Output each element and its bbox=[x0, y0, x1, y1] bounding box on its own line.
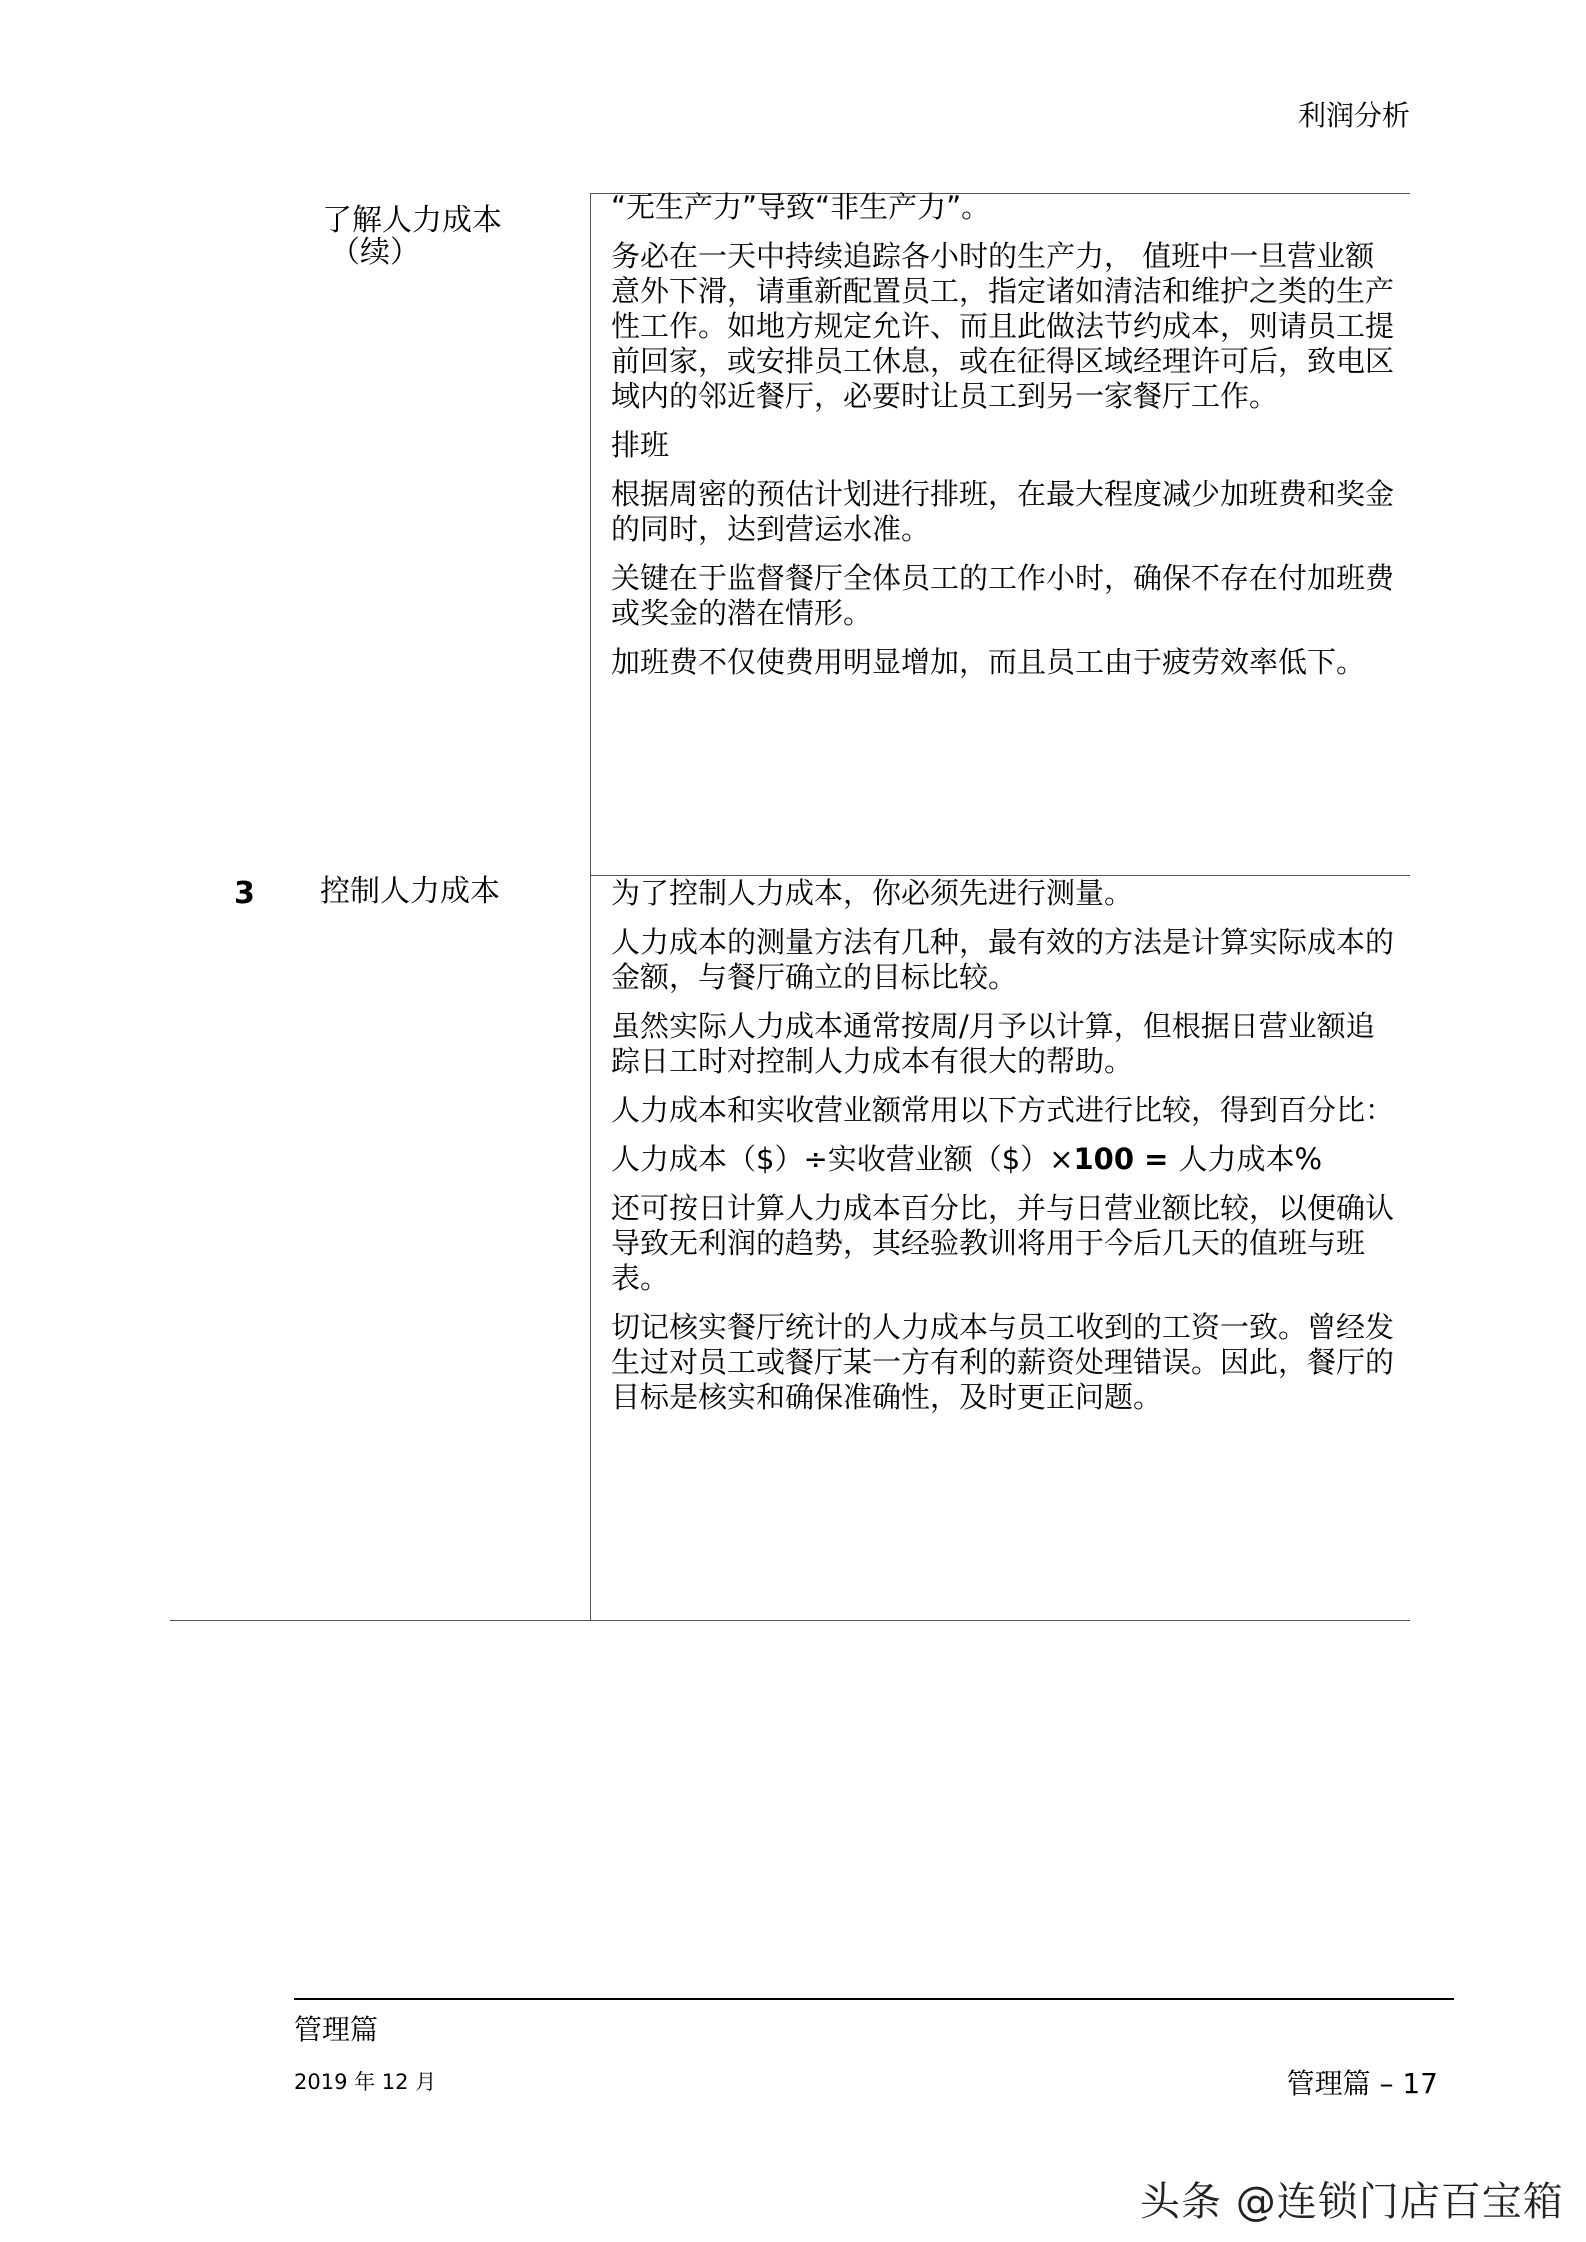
formula-part: 人力成本（$）÷实收营业额（$）× bbox=[611, 1142, 1074, 1176]
footer-section-name: 管理篇 bbox=[294, 2013, 379, 2046]
section-body bbox=[611, 876, 1401, 1429]
section-bottom-rule bbox=[170, 1620, 1410, 1621]
section-title-line1: 了解人力成本 bbox=[322, 203, 502, 238]
footer-rule bbox=[294, 1998, 1454, 2000]
paragraph: “无生产力”导致“非生产力”。 bbox=[611, 190, 991, 224]
section-body-continued bbox=[611, 190, 1401, 694]
formula-number: 100 = bbox=[1073, 1142, 1179, 1176]
footer-date: 2019 年 12 月 bbox=[294, 2070, 437, 2094]
section-title-line2: （续） bbox=[330, 235, 420, 270]
subheading-scheduling: 排班 bbox=[611, 428, 670, 462]
section-title: 控制人力成本 bbox=[320, 874, 500, 909]
paragraph: 人力成本的测量方法有几种，最有效的方法是计算实际成本的金额，与餐厅确立的目标比较。 bbox=[611, 925, 1395, 994]
paragraph: 加班费不仅使费用明显增加，而且员工由于疲劳效率低下。 bbox=[611, 645, 1366, 679]
paragraph: 虽然实际人力成本通常按周/月予以计算，但根据日营业额追踪日工时对控制人力成本有很大的帮助。 bbox=[611, 1009, 1375, 1078]
labor-cost-formula bbox=[611, 1142, 1401, 1177]
watermark: 头条 @连锁门店百宝箱 bbox=[1140, 2179, 1564, 2225]
paragraph: 为了控制人力成本，你必须先进行测量。 bbox=[611, 876, 1134, 910]
paragraph: 人力成本和实收营业额常用以下方式进行比较，得到百分比： bbox=[611, 1093, 1395, 1127]
section-number: 3 bbox=[234, 876, 255, 911]
formula-result: 人力成本% bbox=[1178, 1142, 1323, 1176]
paragraph: 务必在一天中持续追踪各小时的生产力， 值班中一旦营业额意外下滑，请重新配置员工，指定诸如清洁和维护之类的生产性工作。如地方规定允许、而且此做法节约成本，则请员工提前回家，或安排员工休息，或在征得区域经理许可后，致电区域内的邻近餐厅，必要时让员工到另一家餐厅工作。 bbox=[611, 239, 1395, 413]
paragraph: 关键在于监督餐厅全体员工的工作小时，确保不存在付加班费或奖金的潜在情形。 bbox=[611, 561, 1395, 630]
column-divider bbox=[590, 193, 591, 1621]
header-title: 利润分析 bbox=[1297, 99, 1410, 132]
paragraph: 切记核实餐厅统计的人力成本与员工收到的工资一致。曾经发生过对员工或餐厅某一方有利的薪资处理错误。因此，餐厅的目标是核实和确保准确性，及时更正问题。 bbox=[611, 1310, 1395, 1414]
section-title-continued bbox=[322, 205, 502, 269]
paragraph: 根据周密的预估计划进行排班，在最大程度减少加班费和奖金的同时，达到营运水准。 bbox=[611, 477, 1395, 546]
paragraph: 还可按日计算人力成本百分比，并与日营业额比较，以便确认导致无利润的趋势，其经验教训将用于今后几天的值班与班表。 bbox=[611, 1191, 1395, 1295]
footer-page-number: 管理篇 – 17 bbox=[1286, 2067, 1438, 2100]
